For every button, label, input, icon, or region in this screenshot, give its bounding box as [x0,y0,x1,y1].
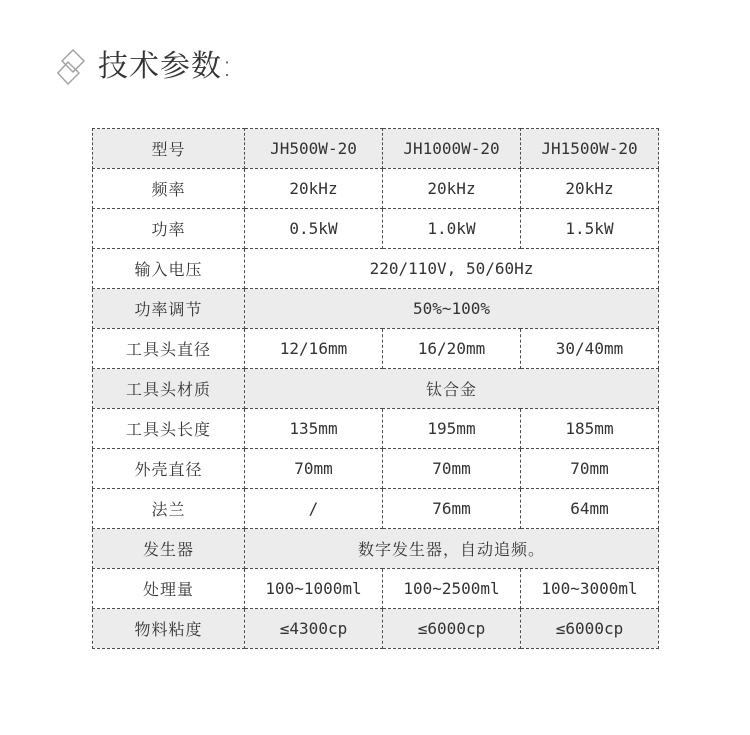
table-row-power [93,209,659,249]
spec-value: 70mm [383,449,521,489]
spec-value: 30/40mm [521,329,659,369]
spec-value: 70mm [521,449,659,489]
spec-value: 1.5kW [521,209,659,249]
spec-value: ≤4300cp [245,609,383,649]
table-row-tool-head-length [93,409,659,449]
spec-value-span: 220/110V, 50/60Hz [245,249,659,289]
spec-value: 100~2500ml [383,569,521,609]
spec-label: 工具头长度 [93,409,245,449]
spec-value: 16/20mm [383,329,521,369]
spec-value: 195mm [383,409,521,449]
spec-label: 频率 [93,169,245,209]
table-row-model [93,129,659,169]
spec-value: 0.5kW [245,209,383,249]
spec-value: 20kHz [245,169,383,209]
spec-value: 20kHz [383,169,521,209]
spec-value: 20kHz [521,169,659,209]
spec-value: 1.0kW [383,209,521,249]
spec-value: 100~1000ml [245,569,383,609]
page-title: 技术参数: [98,49,234,84]
spec-label: 功率 [93,209,245,249]
spec-value-span: 50%~100% [245,289,659,329]
model-name-3: JH1500W-20 [521,129,659,169]
spec-value: 185mm [521,409,659,449]
table-row-frequency [93,169,659,209]
stacked-diamonds-icon [57,48,87,86]
model-name-2: JH1000W-20 [383,129,521,169]
specs-table-body [93,129,659,649]
table-row-tool-head-diameter [93,329,659,369]
spec-label: 功率调节 [93,289,245,329]
table-row-capacity [93,569,659,609]
spec-label: 发生器 [93,529,245,569]
spec-label: 物料粘度 [93,609,245,649]
section-title [57,48,233,86]
model-name-1: JH500W-20 [245,129,383,169]
spec-label: 输入电压 [93,249,245,289]
spec-label-model: 型号 [93,129,245,169]
table-row-tool-head-material [93,369,659,409]
spec-value-span: 钛合金 [245,369,659,409]
table-row-power-adjust [93,289,659,329]
table-row-shell-diameter [93,449,659,489]
spec-value: 76mm [383,489,521,529]
spec-label: 工具头直径 [93,329,245,369]
spec-value-span: 数字发生器，自动追频。 [245,529,659,569]
spec-value: 70mm [245,449,383,489]
spec-label: 处理量 [93,569,245,609]
table-row-viscosity [93,609,659,649]
table-row-input-voltage [93,249,659,289]
spec-label: 法兰 [93,489,245,529]
spec-value: ≤6000cp [383,609,521,649]
specs-table [92,128,659,649]
spec-value: ≤6000cp [521,609,659,649]
table-row-flange [93,489,659,529]
table-row-generator [93,529,659,569]
spec-value: 64mm [521,489,659,529]
spec-value: 135mm [245,409,383,449]
spec-value: 12/16mm [245,329,383,369]
spec-label: 工具头材质 [93,369,245,409]
spec-value: 100~3000ml [521,569,659,609]
spec-label: 外壳直径 [93,449,245,489]
spec-value: / [245,489,383,529]
